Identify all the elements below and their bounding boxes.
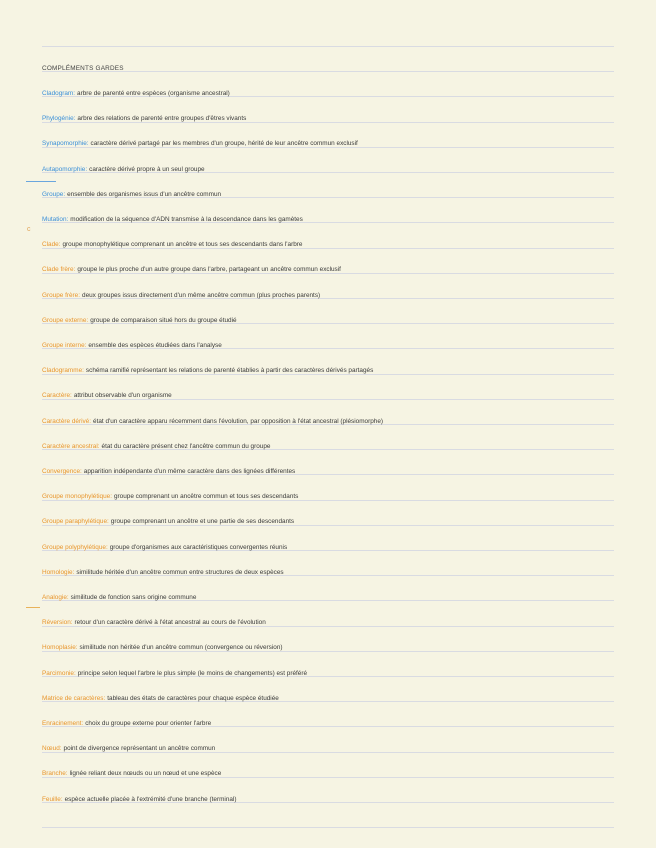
entry-term: Homologie: bbox=[42, 569, 75, 576]
entry-term: Branche: bbox=[42, 770, 68, 777]
entry-term: Groupe frère: bbox=[42, 292, 81, 299]
page-heading: COMPLÉMENTS GARDES bbox=[42, 65, 124, 72]
glossary-entry bbox=[42, 793, 614, 807]
entry-definition: point de divergence représentant un ancêtre commun bbox=[63, 745, 216, 752]
glossary-entry bbox=[42, 238, 614, 252]
entry-definition: caractère dérivé partagé par les membres d'un groupe, hérité de leur ancêtre commun exclusif bbox=[90, 140, 358, 147]
entry-term: Groupe monophylétique: bbox=[42, 493, 112, 500]
glossary-entry bbox=[42, 440, 614, 454]
margin-mark bbox=[26, 181, 56, 182]
glossary-entry bbox=[42, 490, 614, 504]
glossary-entry bbox=[42, 137, 614, 151]
glossary-entry bbox=[42, 415, 614, 429]
entry-definition: groupe d'organismes aux caractéristiques convergentes réunis bbox=[109, 544, 288, 551]
glossary-entry bbox=[42, 263, 614, 277]
entry-definition: schéma ramifié représentant les relations de parenté établies à partir des caractères dérivés partagés bbox=[85, 367, 374, 374]
entry-term: Feuille: bbox=[42, 796, 63, 803]
glossary-entry bbox=[42, 339, 614, 353]
entry-definition: groupe comprenant un ancêtre commun et tous ses descendants bbox=[114, 493, 299, 500]
entry-definition: groupe monophylétique comprenant un ancêtre et tous ses descendants dans l'arbre bbox=[62, 241, 303, 248]
entry-definition: retour d'un caractère dérivé à l'état ancestral au cours de l'évolution bbox=[74, 619, 266, 626]
entry-term: Caractère dérivé: bbox=[42, 418, 92, 425]
glossary-entry bbox=[42, 641, 614, 655]
ruled-line bbox=[42, 46, 614, 47]
entry-definition: groupe le plus proche d'un autre groupe dans l'arbre, partageant un ancêtre commun exclusif bbox=[77, 266, 341, 273]
entry-term: Enracinement: bbox=[42, 720, 84, 727]
glossary-entry bbox=[42, 515, 614, 529]
margin-mark bbox=[26, 607, 40, 608]
glossary-entry bbox=[42, 566, 614, 580]
margin-dot: c bbox=[27, 226, 31, 233]
glossary-entry bbox=[42, 364, 614, 378]
entry-definition: arbre des relations de parenté entre groupes d'êtres vivants bbox=[77, 115, 247, 122]
glossary-entry bbox=[42, 112, 614, 126]
ruled-line bbox=[42, 71, 614, 72]
glossary-entry bbox=[42, 742, 614, 756]
glossary-entry bbox=[42, 188, 614, 202]
entry-definition: tableau des états de caractères pour chaque espèce étudiée bbox=[107, 695, 279, 702]
glossary-entry bbox=[42, 616, 614, 630]
entry-term: Groupe paraphylétique: bbox=[42, 518, 109, 525]
ruled-line bbox=[42, 827, 614, 828]
glossary-entry bbox=[42, 163, 614, 177]
glossary-entry bbox=[42, 591, 614, 605]
entry-definition: espèce actuelle placée à l'extrémité d'une branche (terminal) bbox=[64, 796, 237, 803]
glossary-entry bbox=[42, 465, 614, 479]
entry-definition: caractère dérivé propre à un seul groupe bbox=[89, 166, 205, 173]
entry-term: Convergence: bbox=[42, 468, 82, 475]
entry-term: Matrice de caractères: bbox=[42, 695, 106, 702]
entry-term: Nœud: bbox=[42, 745, 62, 752]
entry-term: Groupe polyphylétique: bbox=[42, 544, 108, 551]
entry-term: Groupe: bbox=[42, 191, 66, 198]
entry-term: Autapomorphie: bbox=[42, 166, 88, 173]
glossary-entry bbox=[42, 541, 614, 555]
entry-term: Analogie: bbox=[42, 594, 69, 601]
entry-definition: attribut observable d'un organisme bbox=[73, 392, 172, 399]
entry-term: Réversion: bbox=[42, 619, 73, 626]
entry-definition: groupe de comparaison situé hors du groupe étudié bbox=[90, 317, 237, 324]
entry-definition: apparition indépendante d'un même caractère dans des lignées différentes bbox=[83, 468, 296, 475]
glossary-entry bbox=[42, 389, 614, 403]
entry-definition: ensemble des espèces étudiées dans l'analyse bbox=[88, 342, 222, 349]
entry-term: Parcimonie: bbox=[42, 670, 76, 677]
entry-definition: état du caractère présent chez l'ancêtre commun du groupe bbox=[101, 443, 271, 450]
entry-definition: ensemble des organismes issus d'un ancêtre commun bbox=[67, 191, 222, 198]
entry-definition: arbre de parenté entre espèces (organisme ancestral) bbox=[77, 90, 230, 97]
entry-definition: état d'un caractère apparu récemment dans l'évolution, par opposition à l'état ancestral (plésiomorphe) bbox=[93, 418, 384, 425]
glossary-entry bbox=[42, 289, 614, 303]
entry-term: Clade: bbox=[42, 241, 61, 248]
entry-term: Cladogram: bbox=[42, 90, 76, 97]
entry-definition: similitude non héritée d'un ancêtre commun (convergence ou réversion) bbox=[79, 644, 283, 651]
entry-term: Mutation: bbox=[42, 216, 69, 223]
glossary-entry bbox=[42, 314, 614, 328]
entry-definition: choix du groupe externe pour orienter l'arbre bbox=[85, 720, 212, 727]
entry-definition: similitude de fonction sans origine commune bbox=[70, 594, 197, 601]
glossary-entry bbox=[42, 213, 614, 227]
entry-term: Phylogénie: bbox=[42, 115, 76, 122]
glossary-entry bbox=[42, 667, 614, 681]
entry-definition: groupe comprenant un ancêtre et une partie de ses descendants bbox=[110, 518, 295, 525]
glossary-entry bbox=[42, 87, 614, 101]
entry-definition: lignée reliant deux nœuds ou un nœud et une espèce bbox=[69, 770, 222, 777]
entry-definition: principe selon lequel l'arbre le plus simple (le moins de changements) est préféré bbox=[77, 670, 308, 677]
entry-term: Cladogramme: bbox=[42, 367, 84, 374]
entry-definition: deux groupes issus directement d'un même ancêtre commun (plus proches parents) bbox=[82, 292, 321, 299]
glossary-entry bbox=[42, 717, 614, 731]
entry-term: Clade frère: bbox=[42, 266, 76, 273]
entry-term: Homoplasie: bbox=[42, 644, 78, 651]
glossary-entry bbox=[42, 767, 614, 781]
entry-definition: similitude héritée d'un ancêtre commun entre structures de deux espèces bbox=[76, 569, 284, 576]
entry-term: Synapomorphie: bbox=[42, 140, 89, 147]
entry-term: Caractère ancestral: bbox=[42, 443, 100, 450]
entry-term: Caractère: bbox=[42, 392, 72, 399]
entry-term: Groupe externe: bbox=[42, 317, 89, 324]
glossary-entry bbox=[42, 692, 614, 706]
entry-term: Groupe interne: bbox=[42, 342, 87, 349]
entry-definition: modification de la séquence d'ADN transmise à la descendance dans les gamètes bbox=[70, 216, 303, 223]
